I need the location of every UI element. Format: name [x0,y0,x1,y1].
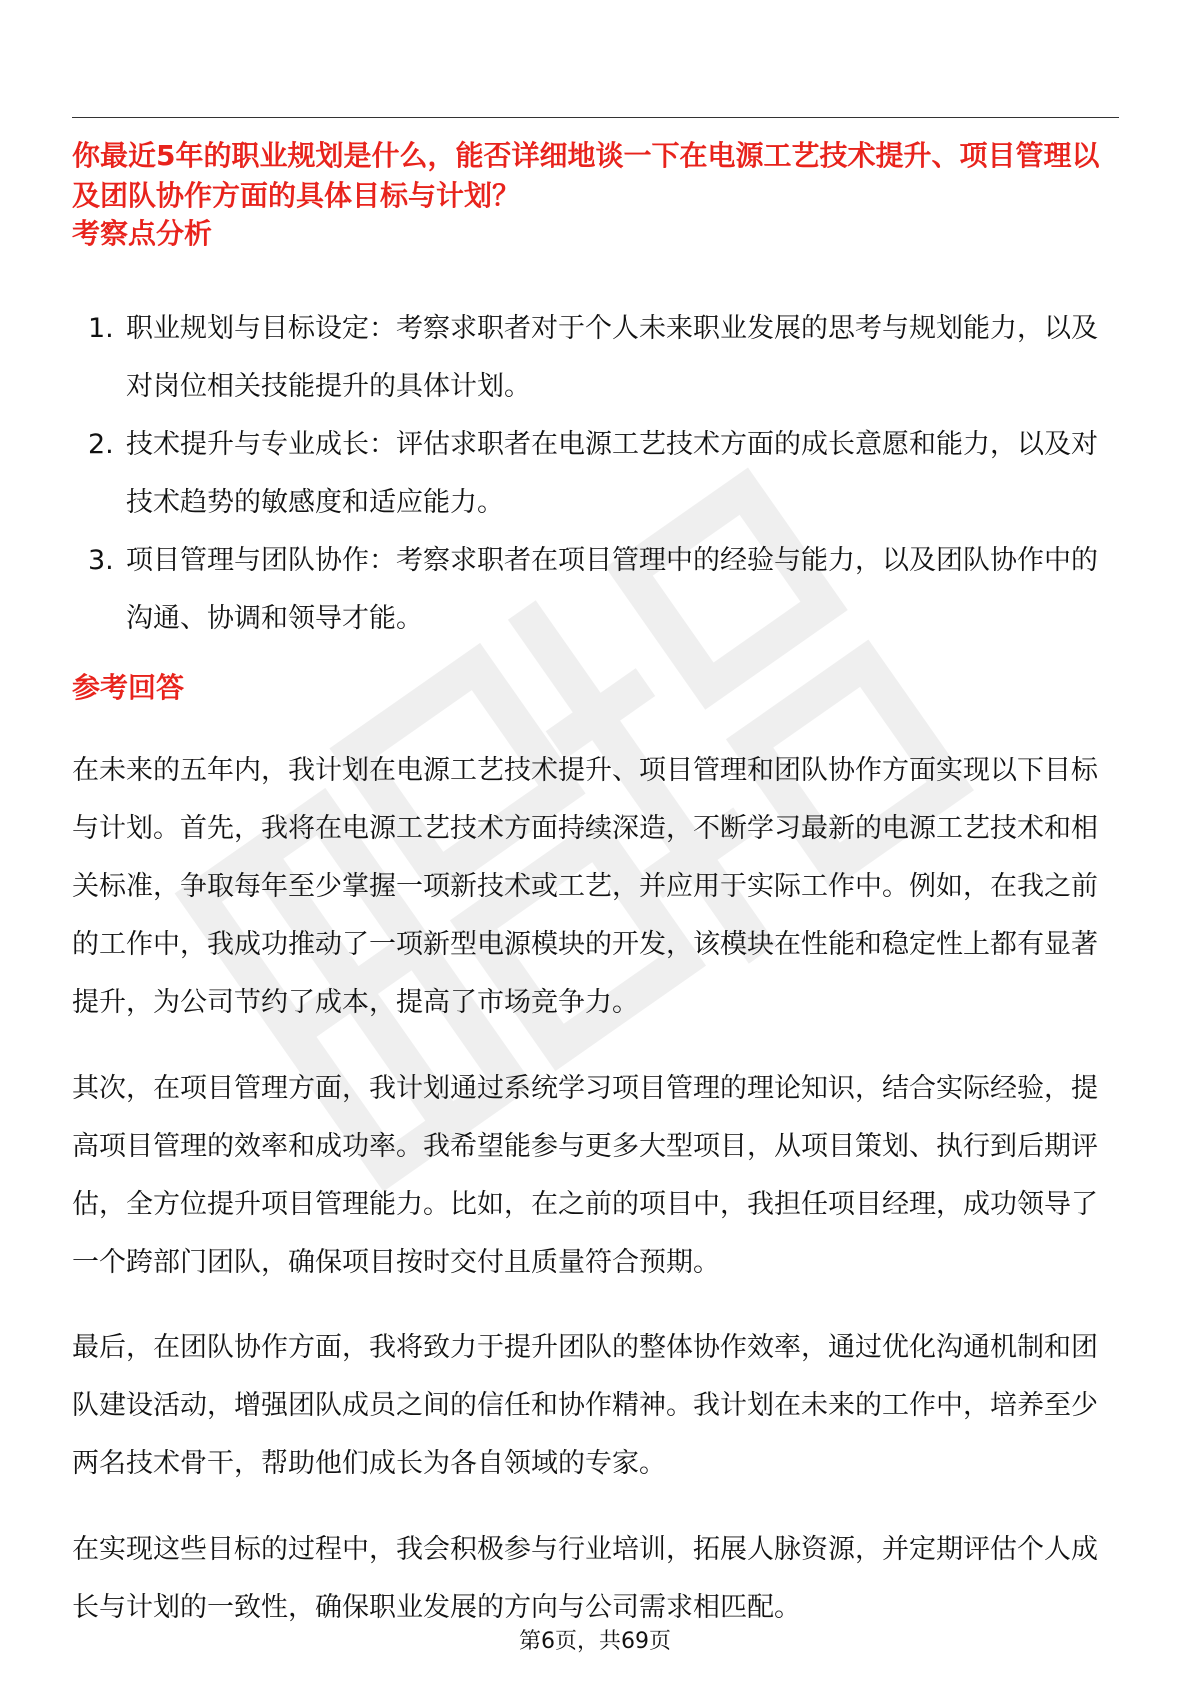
point-number: 2. [88,429,114,460]
answer-paragraph: 在实现这些目标的过程中，我会积极参与行业培训，拓展人脉资源，并定期评估个人成长与计划的一致性，确保职业发展的方向与公司需求相匹配。 [72,1534,1098,1623]
analysis-heading: 考察点分析 [72,217,213,250]
top-divider [72,117,1119,118]
point-number: 3. [88,545,114,576]
answer-paragraph: 在未来的五年内，我计划在电源工艺技术提升、项目管理和团队协作方面实现以下目标与计划。首先，我将在电源工艺技术方面持续深造，不断学习最新的电源工艺技术和相关标准，争取每年至少掌握一项新技术或工艺，并应用于实际工作中。例如，在我之前的工作中，我成功推动了一项新型电源模块的开发，该模块在性能和稳定性上都有显著提升，为公司节约了成本，提高了市场竞争力。 [72,755,1098,1018]
point-text: 职业规划与目标设定：考察求职者对于个人未来职业发展的思考与规划能力，以及对岗位相关技能提升的具体计划。 [126,313,1098,402]
analysis-point [72,300,1122,416]
point-number: 1. [88,313,114,344]
answer-paragraph: 最后，在团队协作方面，我将致力于提升团队的整体协作效率，通过优化沟通机制和团队建设活动，增强团队成员之间的信任和协作精神。我计划在未来的工作中，培养至少两名技术骨干，帮助他们成长为各自领域的专家。 [72,1332,1098,1479]
point-text: 技术提升与专业成长：评估求职者在电源工艺技术方面的成长意愿和能力，以及对技术趋势的敏感度和适应能力。 [126,429,1098,518]
analysis-points-list [72,300,1122,648]
answer-heading: 参考回答 [72,671,185,704]
page-number: 第6页，共69页 [519,1629,671,1654]
question-title: 你最近5年的职业规划是什么，能否详细地谈一下在电源工艺技术提升、项目管理以及团队协作方面的具体目标与计划？ [72,139,1100,212]
analysis-point [72,416,1122,532]
answer-paragraph: 其次，在项目管理方面，我计划通过系统学习项目管理的理论知识，结合实际经验，提高项目管理的效率和成功率。我希望能参与更多大型项目，从项目策划、执行到后期评估，全方位提升项目管理能力。比如，在之前的项目中，我担任项目经理，成功领导了一个跨部门团队，确保项目按时交付且质量符合预期。 [72,1073,1098,1278]
point-text: 项目管理与团队协作：考察求职者在项目管理中的经验与能力，以及团队协作中的沟通、协调和领导才能。 [126,545,1098,634]
analysis-point [72,532,1122,648]
